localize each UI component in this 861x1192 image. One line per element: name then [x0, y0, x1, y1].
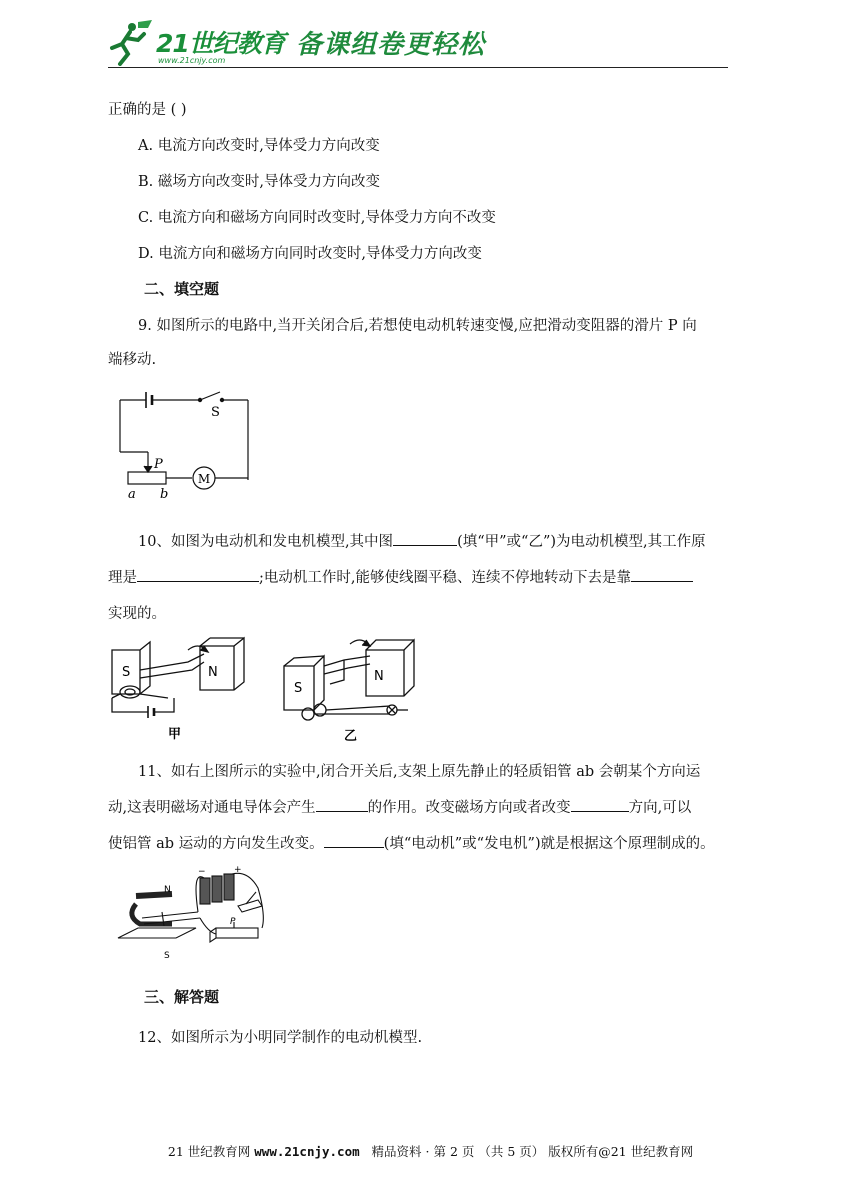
q10-line2: [108, 566, 693, 587]
q10-line1-b: (填“甲”或“乙”)为电动机模型,其工作原: [457, 534, 706, 550]
q11-p-label: P: [230, 917, 236, 927]
q8-stem: 正确的是 ( ): [108, 102, 187, 118]
q10-motor-generator-diagram: [108, 636, 438, 746]
q8-option-d: D. 电流方向和磁场方向同时改变时,导体受力方向改变: [138, 246, 482, 262]
q11-line2: [108, 796, 691, 817]
q11-blank-3[interactable]: [324, 833, 384, 848]
q11-blank-1[interactable]: [316, 797, 368, 812]
brand-url: www.21cnjy.com: [158, 56, 226, 65]
q11-plus-label: +: [234, 866, 242, 875]
q11-line3: [108, 832, 715, 853]
q10-yi-caption: 乙: [344, 729, 358, 744]
q8-option-b: B. 磁场方向改变时,导体受力方向改变: [138, 174, 380, 190]
q10-jia-n-label: N: [208, 665, 218, 680]
q10-jia-caption: 甲: [168, 727, 182, 742]
q11-n-label: N: [164, 885, 171, 895]
q10-blank-3[interactable]: [631, 567, 693, 582]
q9-line1: 9. 如图所示的电路中,当开关闭合后,若想使电动机转速变慢,应把滑动变阻器的滑片 P 向: [138, 318, 697, 334]
q10-blank-2[interactable]: [137, 567, 259, 582]
q8-option-a: A. 电流方向改变时,导体受力方向改变: [138, 138, 380, 154]
q10-jia-s-label: S: [122, 665, 131, 680]
page-footer: [0, 1142, 861, 1160]
footer-info: 精品资料 · 第 2 页 （共 5 页） 版权所有@21 世纪教育网: [371, 1144, 694, 1159]
footer-site: 21 世纪教育网: [167, 1144, 251, 1159]
q9-slider-label: P: [154, 457, 163, 472]
brand-logo-text: 21世纪教育: [156, 29, 285, 58]
q10-line1: [138, 530, 706, 551]
q9-end-a-label: a: [128, 487, 136, 502]
q9-circuit-diagram: [108, 384, 258, 502]
q11-s-label: S: [164, 951, 170, 961]
q11-experiment-diagram: [112, 866, 272, 962]
q8-option-c: C. 电流方向和磁场方向同时改变时,导体受力方向不改变: [138, 210, 496, 226]
q9-motor-label: M: [197, 472, 211, 486]
q10-line2-b: ;电动机工作时,能够使线圈平稳、连续不停地转动下去是靠: [259, 570, 631, 586]
q11-line2-b: 的作用。改变磁场方向或者改变: [367, 800, 571, 816]
q10-line2-a: 理是: [108, 570, 137, 586]
q10-yi-n-label: N: [374, 669, 384, 684]
q10-blank-1[interactable]: [393, 531, 457, 546]
q9-switch-label: S: [211, 405, 220, 420]
q10-line3: 实现的。: [108, 606, 166, 622]
q10-yi-s-label: S: [294, 681, 303, 696]
q11-blank-2[interactable]: [571, 797, 629, 812]
q10-line1-a: 10、如图为电动机和发电机模型,其中图: [138, 534, 394, 550]
q9-end-b-label: b: [160, 487, 169, 502]
q11-line1: 11、如右上图所示的实验中,闭合开关后,支架上原先静止的轻质铝管 ab 会朝某个方向运: [138, 764, 701, 780]
q11-line2-a: 动,这表明磁场对通电导体会产生: [108, 800, 316, 816]
footer-url: www.21cnjy.com: [254, 1144, 360, 1159]
header-slogan: 备课组卷更轻松: [296, 30, 486, 60]
page-header: [108, 18, 728, 70]
section-fill-blank-heading: 二、填空题: [144, 280, 220, 298]
q11-minus-label: −: [198, 867, 206, 877]
q11-line3-a: 使铝管 ab 运动的方向发生改变。: [108, 836, 324, 852]
q9-line2: 端移动.: [108, 352, 157, 368]
runner-logo-icon: [108, 18, 152, 66]
section-answer-heading: 三、解答题: [144, 988, 220, 1006]
header-divider: [108, 67, 728, 68]
q12-text: 12、如图所示为小明同学制作的电动机模型.: [138, 1030, 423, 1046]
q11-line3-b: (填“电动机”或“发电机”)就是根据这个原理制成的。: [383, 836, 715, 852]
q11-line2-c: 方向,可以: [628, 800, 692, 816]
